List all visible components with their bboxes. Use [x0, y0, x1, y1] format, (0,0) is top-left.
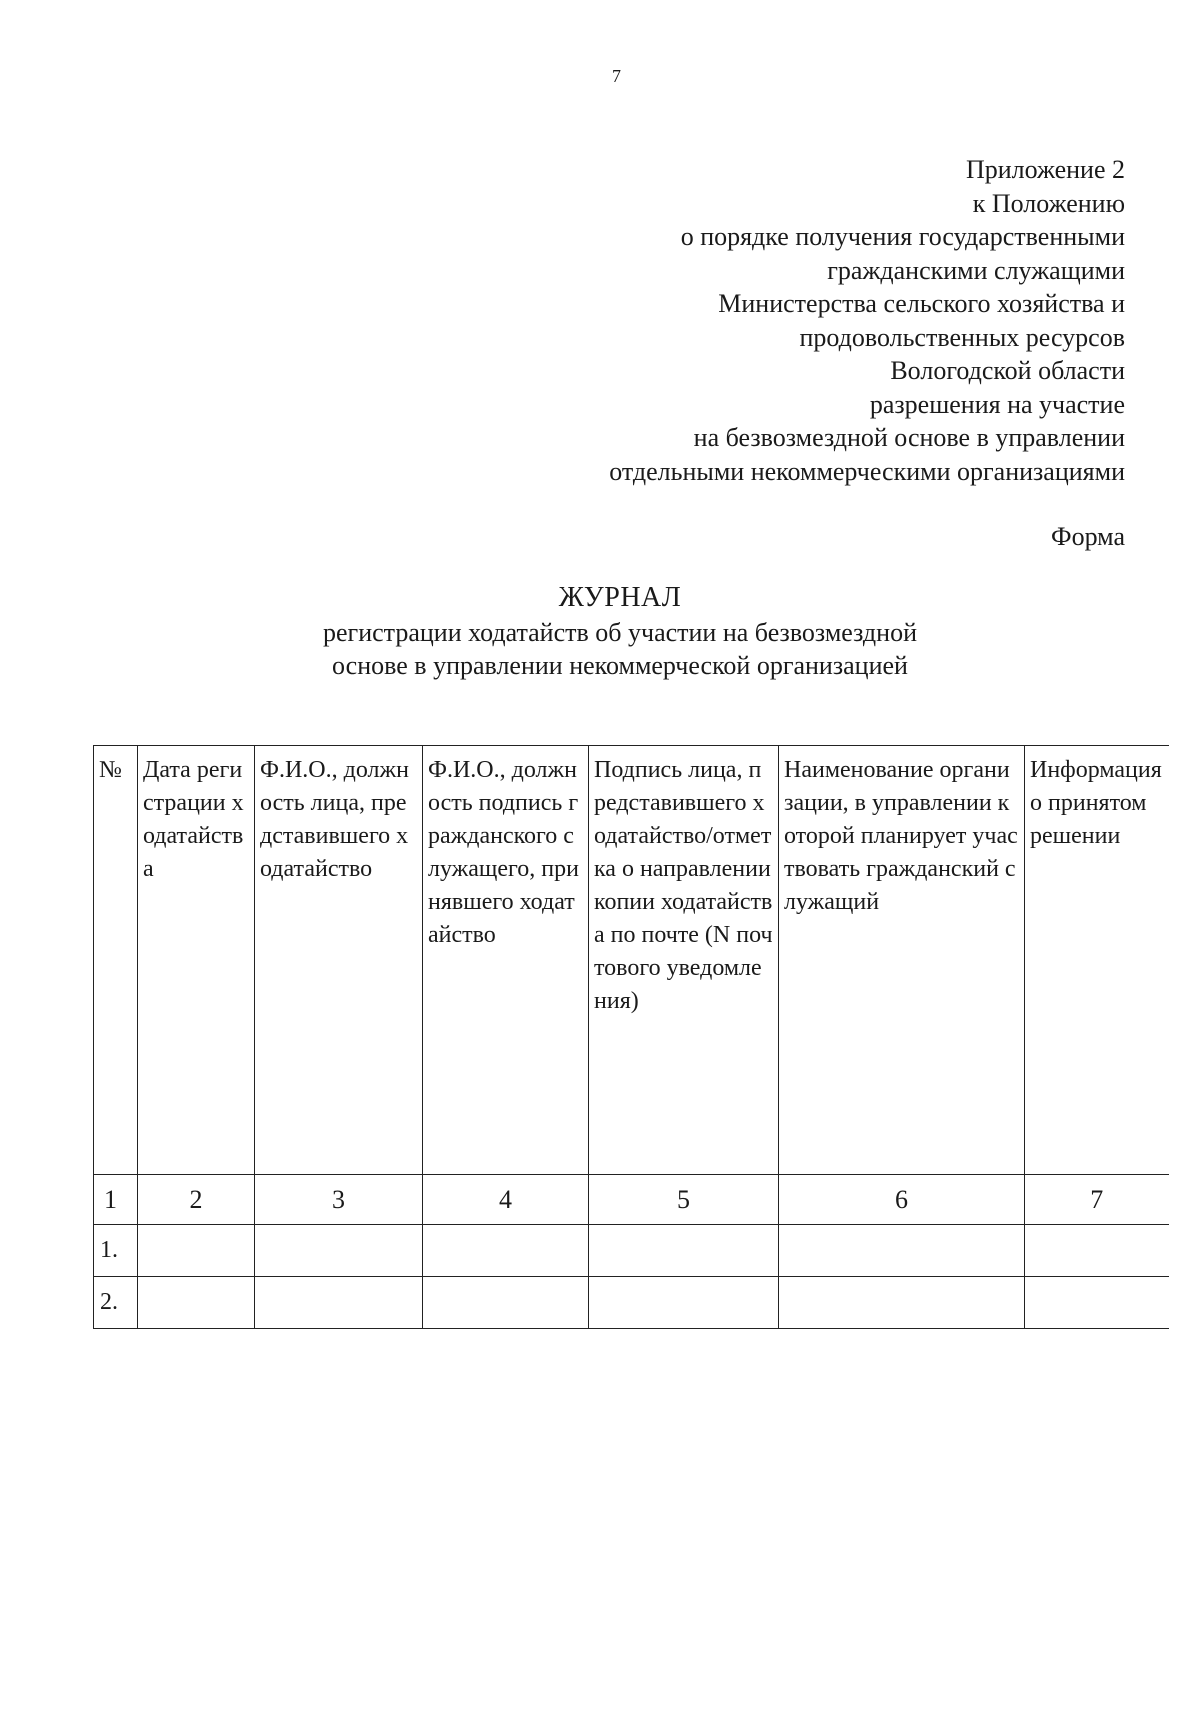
column-number: 2 [138, 1175, 255, 1225]
page-number: 7 [612, 66, 621, 86]
column-number: 1 [94, 1175, 138, 1225]
column-number: 6 [779, 1175, 1025, 1225]
journal-subtitle-line: основе в управлении некоммерческой организацией [332, 651, 908, 680]
header-cell-receiver: Ф.И.О., должность подпись гражданского служащего, принявшего ходатайство [423, 746, 589, 1175]
appendix-line: на безвозмездной основе в управлении [693, 423, 1125, 452]
row-number: 2. [94, 1277, 138, 1329]
column-number: 7 [1025, 1175, 1169, 1225]
appendix-line: Министерства сельского хозяйства и [718, 289, 1125, 318]
appendix-heading [425, 153, 1125, 488]
appendix-line: Приложение 2 [965, 155, 1125, 184]
row-number: 1. [94, 1225, 138, 1277]
header-cell-applicant: Ф.И.О., должность лица, представившего ходатайство [255, 746, 423, 1175]
header-cell-organization: Наименование организации, в управлении которой планирует участвовать гражданский служащий [779, 746, 1025, 1175]
table-row [94, 1277, 1169, 1329]
appendix-line: о порядке получения государственными [680, 222, 1125, 251]
appendix-line: разрешения на участие [869, 389, 1125, 419]
table-cell [589, 1225, 779, 1277]
journal-title-block [180, 580, 1060, 682]
table-cell [1025, 1225, 1169, 1277]
column-number: 4 [423, 1175, 589, 1225]
registration-journal-table-wrap [93, 745, 1168, 1329]
table-cell [423, 1277, 589, 1329]
appendix-line: отдельными некоммерческими организациями [609, 456, 1125, 486]
table-cell [779, 1225, 1025, 1277]
table-cell [423, 1225, 589, 1277]
header-cell-number: № [94, 746, 138, 1175]
header-cell-signature: Подпись лица, представившего ходатайство/отметка о направлении копии ходатайства по почте (N почтового уведомления) [589, 746, 779, 1175]
appendix-line: гражданскими служащими [827, 255, 1125, 285]
journal-title: ЖУРНАЛ [558, 582, 682, 613]
appendix-line: продовольственных ресурсов [799, 322, 1125, 352]
table-cell [255, 1225, 423, 1277]
table-cell [138, 1225, 255, 1277]
table-cell [779, 1277, 1025, 1329]
header-cell-decision: Информация о принятом решении [1025, 746, 1169, 1175]
registration-journal-table [93, 745, 1169, 1329]
appendix-line: к Положению [972, 188, 1125, 218]
form-label: Форма [1051, 522, 1125, 551]
column-number-row [94, 1175, 1169, 1225]
header-cell-registration-date: Дата регистрации ходатайства [138, 746, 255, 1175]
header-row [94, 746, 1169, 1175]
appendix-line: Вологодской области [890, 356, 1125, 385]
table-row [94, 1225, 1169, 1277]
column-number: 5 [589, 1175, 779, 1225]
table-cell [589, 1277, 779, 1329]
table-cell [1025, 1277, 1169, 1329]
column-number: 3 [255, 1175, 423, 1225]
table-cell [255, 1277, 423, 1329]
journal-subtitle-line: регистрации ходатайств об участии на безвозмездной [322, 618, 917, 647]
table-cell [138, 1277, 255, 1329]
